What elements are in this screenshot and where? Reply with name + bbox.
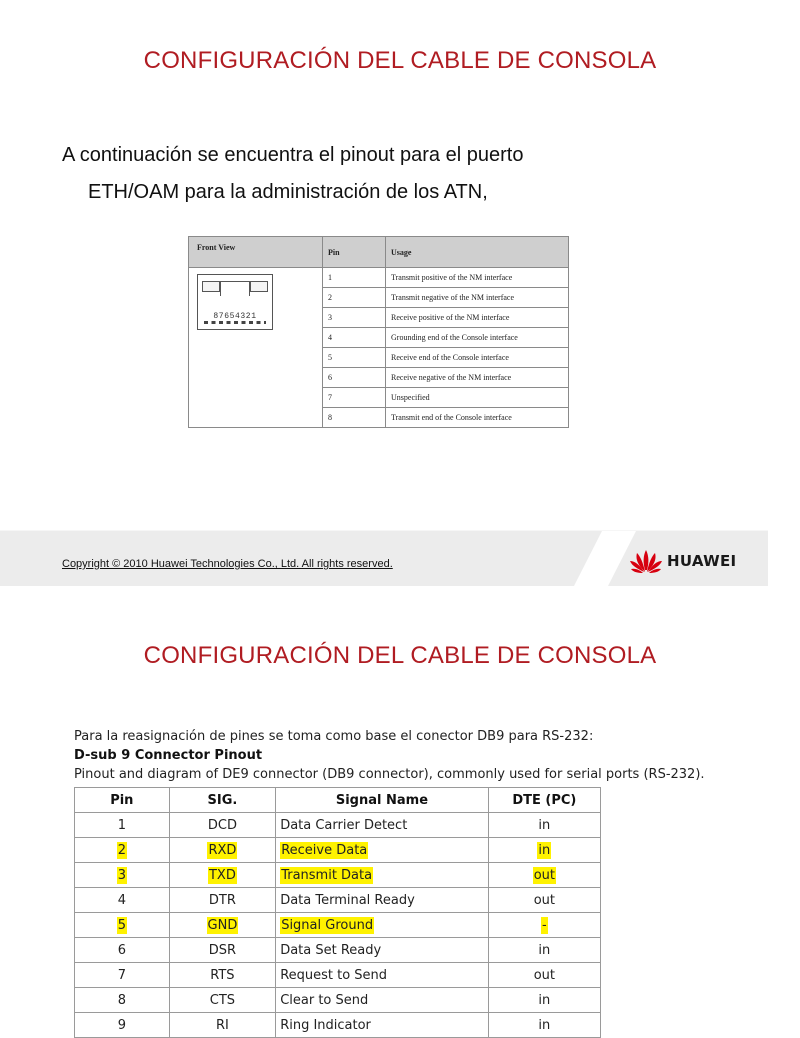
header-front-view: Front View <box>189 237 323 268</box>
huawei-wordmark: HUAWEI <box>667 552 737 570</box>
header-sig: SIG. <box>169 788 276 813</box>
sig-cell <box>169 963 276 988</box>
signal-name-cell <box>276 863 489 888</box>
sig-cell-text: RI <box>215 1017 229 1033</box>
pin-cell: 5 <box>323 348 386 368</box>
dte-cell-text: in <box>538 992 551 1008</box>
table-row <box>189 268 569 288</box>
table-row <box>75 1013 601 1038</box>
dte-cell <box>488 1013 600 1038</box>
signal-name-cell-text: Transmit Data <box>281 867 373 883</box>
usage-cell: Receive positive of the NM interface <box>386 308 569 328</box>
dte-cell-text: out <box>533 867 555 883</box>
signal-name-cell <box>276 888 489 913</box>
db9-heading: D-sub 9 Connector Pinout <box>74 748 263 763</box>
pin-contacts <box>204 321 266 324</box>
sig-cell-text: DCD <box>207 817 237 833</box>
table-header-row <box>189 237 569 268</box>
huawei-logo <box>629 548 749 574</box>
pin-cell <box>75 913 170 938</box>
pin-cell <box>75 813 170 838</box>
db9-pinout-table <box>74 787 601 1038</box>
signal-name-cell-text: Data Terminal Ready <box>280 892 415 908</box>
table-row <box>75 838 601 863</box>
dte-cell-text: in <box>538 842 551 858</box>
signal-name-cell <box>276 838 489 863</box>
intro-line-2: ETH/OAM para la administración de los ATN, <box>88 181 488 203</box>
intro-text <box>62 137 702 211</box>
usage-cell: Transmit negative of the NM interface <box>386 288 569 308</box>
usage-cell: Transmit end of the Console interface <box>386 408 569 428</box>
signal-name-cell-text: Signal Ground <box>281 917 374 933</box>
pin-cell-text: 9 <box>117 1017 126 1033</box>
table-row <box>75 863 601 888</box>
pin-cell <box>75 1013 170 1038</box>
header-pin: Pin <box>323 237 386 268</box>
dte-cell-text: - <box>542 917 547 933</box>
sig-cell <box>169 913 276 938</box>
huawei-flower-icon <box>629 548 663 574</box>
dte-cell-text: in <box>538 1017 551 1033</box>
sig-cell <box>169 863 276 888</box>
usage-cell: Transmit positive of the NM interface <box>386 268 569 288</box>
dte-cell <box>488 938 600 963</box>
pin-cell-text: 5 <box>117 917 126 933</box>
sig-cell <box>169 988 276 1013</box>
intro-line-1: A continuación se encuentra el pinout para el puerto <box>62 144 524 166</box>
dte-cell <box>488 963 600 988</box>
sig-cell <box>169 1013 276 1038</box>
slide-2 <box>0 586 768 1033</box>
signal-name-cell-text: Clear to Send <box>280 992 369 1008</box>
table-row <box>75 938 601 963</box>
table-row <box>75 988 601 1013</box>
dte-cell-text: out <box>533 967 555 983</box>
rj45-port-icon <box>197 274 273 330</box>
signal-name-cell <box>276 1013 489 1038</box>
table-header-row <box>75 788 601 813</box>
pin-cell-text: 1 <box>117 817 126 833</box>
db9-intro-text: Para la reasignación de pines se toma como base el conector DB9 para RS-232: <box>74 729 594 744</box>
sig-cell-text: CTS <box>209 992 236 1008</box>
pin-cell <box>75 863 170 888</box>
slide-footer <box>0 530 768 586</box>
sig-cell <box>169 813 276 838</box>
signal-name-cell-text: Data Carrier Detect <box>280 817 408 833</box>
pin-cell: 7 <box>323 388 386 408</box>
header-signal-name: Signal Name <box>276 788 489 813</box>
copyright-notice: Copyright © 2010 Huawei Technologies Co., Ltd. All rights reserved. <box>62 558 393 570</box>
dte-cell-text: in <box>538 942 551 958</box>
table-row <box>75 913 601 938</box>
pin-cell <box>75 988 170 1013</box>
sig-cell-text: RTS <box>210 967 235 983</box>
pin-cell <box>75 838 170 863</box>
sig-cell-text: DTR <box>208 892 236 908</box>
signal-name-cell-text: Data Set Ready <box>280 942 382 958</box>
signal-name-cell-text: Ring Indicator <box>280 1017 371 1033</box>
sig-cell <box>169 938 276 963</box>
pin-cell: 2 <box>323 288 386 308</box>
signal-name-cell-text: Receive Data <box>281 842 368 858</box>
dte-cell <box>488 838 600 863</box>
pin-cell-text: 3 <box>117 867 126 883</box>
table-row <box>75 813 601 838</box>
db9-description: Pinout and diagram of DE9 connector (DB9 connector), commonly used for serial ports (RS-232). <box>74 767 705 782</box>
sig-cell-text: RXD <box>208 842 237 858</box>
signal-name-cell <box>276 913 489 938</box>
usage-cell: Unspecified <box>386 388 569 408</box>
pin-cell-text: 4 <box>117 892 126 908</box>
sig-cell-text: DSR <box>208 942 237 958</box>
pin-cell-text: 2 <box>117 842 126 858</box>
sig-cell <box>169 838 276 863</box>
table-row <box>75 963 601 988</box>
usage-cell: Receive negative of the NM interface <box>386 368 569 388</box>
header-pin: Pin <box>75 788 170 813</box>
sig-cell-text: TXD <box>208 867 236 883</box>
pin-cell: 1 <box>323 268 386 288</box>
slide-title: CONFIGURACIÓN DEL CABLE DE CONSOLA <box>143 642 657 669</box>
pin-cell <box>75 938 170 963</box>
slide-title: CONFIGURACIÓN DEL CABLE DE CONSOLA <box>143 47 657 74</box>
pin-cell <box>75 963 170 988</box>
pin-cell-text: 7 <box>117 967 126 983</box>
pin-numbers-label: 87654321 <box>213 312 257 321</box>
dte-cell-text: in <box>538 817 551 833</box>
signal-name-cell <box>276 988 489 1013</box>
dte-cell-text: out <box>533 892 555 908</box>
pin-cell-text: 6 <box>117 942 126 958</box>
sig-cell-text: GND <box>207 917 238 933</box>
signal-name-cell <box>276 963 489 988</box>
usage-cell: Receive end of the Console interface <box>386 348 569 368</box>
dte-cell <box>488 813 600 838</box>
signal-name-cell <box>276 938 489 963</box>
pin-cell-text: 8 <box>117 992 126 1008</box>
dte-cell <box>488 913 600 938</box>
dte-cell <box>488 888 600 913</box>
dte-cell <box>488 988 600 1013</box>
pin-cell: 6 <box>323 368 386 388</box>
dte-cell <box>488 863 600 888</box>
header-dte-pc: DTE (PC) <box>488 788 600 813</box>
pin-cell: 3 <box>323 308 386 328</box>
pin-cell: 4 <box>323 328 386 348</box>
pin-cell <box>75 888 170 913</box>
sig-cell <box>169 888 276 913</box>
rj45-pinout-table <box>188 236 569 428</box>
signal-name-cell <box>276 813 489 838</box>
signal-name-cell-text: Request to Send <box>280 967 388 983</box>
table-row <box>75 888 601 913</box>
front-view-cell <box>189 268 323 428</box>
usage-cell: Grounding end of the Console interface <box>386 328 569 348</box>
pin-cell: 8 <box>323 408 386 428</box>
header-usage: Usage <box>386 237 569 268</box>
